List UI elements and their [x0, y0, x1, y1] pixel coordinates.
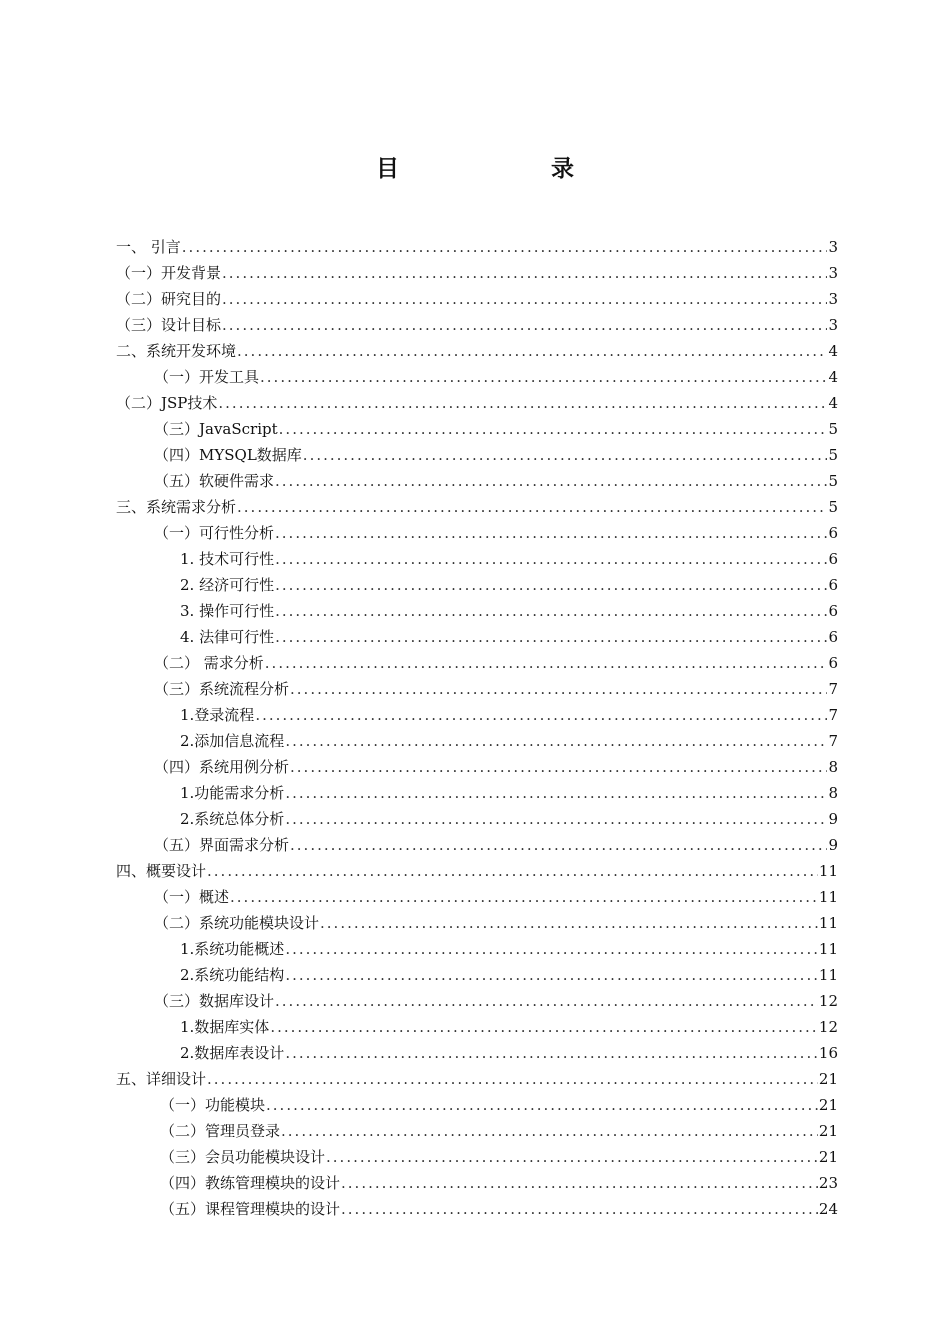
toc-entry[interactable]: [180, 1014, 838, 1040]
toc-dot-leader: [319, 910, 818, 936]
toc-entry-page-number: 7: [828, 680, 838, 698]
toc-dot-leader: [274, 572, 827, 598]
toc-entry-page-number: 11: [818, 914, 838, 932]
toc-dot-leader: [221, 260, 827, 286]
toc-entry[interactable]: [180, 962, 838, 988]
toc-entry-label: 2. 经济可行性: [180, 576, 275, 594]
toc-dot-leader: [284, 780, 827, 806]
toc-dot-leader: [269, 1014, 818, 1040]
toc-entry-page-number: 8: [828, 758, 838, 776]
toc-dot-leader: [289, 676, 827, 702]
toc-entry-page-number: 3: [828, 290, 838, 308]
toc-entry[interactable]: [154, 832, 838, 858]
toc-entry[interactable]: [116, 390, 838, 416]
toc-entry-page-number: 11: [818, 940, 838, 958]
toc-entry[interactable]: [154, 468, 838, 494]
toc-entry-label: 四、概要设计: [116, 862, 207, 880]
toc-entry[interactable]: [116, 494, 838, 520]
toc-dot-leader: [340, 1196, 818, 1222]
toc-entry-label: （二） 需求分析: [154, 654, 264, 672]
toc-dot-leader: [284, 728, 827, 754]
toc-entry-label: （二）JSP技术: [116, 394, 218, 412]
toc-entry-page-number: 6: [828, 550, 838, 568]
toc-entry-page-number: 12: [818, 992, 838, 1010]
toc-entry-page-number: 23: [818, 1174, 838, 1192]
toc-entry-label: （四）系统用例分析: [154, 758, 290, 776]
toc-entry-label: （三）会员功能模块设计: [160, 1148, 326, 1166]
toc-entry[interactable]: [180, 806, 838, 832]
toc-entry-page-number: 21: [818, 1096, 838, 1114]
toc-entry[interactable]: [116, 260, 838, 286]
toc-entry-page-number: 5: [828, 420, 838, 438]
toc-dot-leader: [236, 338, 827, 364]
page-title: 目 录: [375, 156, 646, 182]
toc-entry-label: 4. 法律可行性: [180, 628, 275, 646]
toc-dot-leader: [280, 1118, 818, 1144]
toc-entry-label: 三、系统需求分析: [116, 498, 237, 516]
toc-entry-label: （三）设计目标: [116, 316, 222, 334]
toc-dot-leader: [274, 598, 827, 624]
toc-entry[interactable]: [116, 312, 838, 338]
toc-entry-label: （一）开发工具: [154, 368, 260, 386]
toc-dot-leader: [340, 1170, 818, 1196]
toc-entry-label: （二）系统功能模块设计: [154, 914, 320, 932]
toc-entry-page-number: 8: [828, 784, 838, 802]
toc-entry[interactable]: [154, 416, 838, 442]
toc-entry-label: 二、系统开发环境: [116, 342, 237, 360]
toc-entry-label: 3. 操作可行性: [180, 602, 275, 620]
toc-entry[interactable]: [154, 988, 838, 1014]
toc-entry-label: 2.系统总体分析: [180, 810, 285, 828]
toc-entry-label: 1.系统功能概述: [180, 940, 285, 958]
toc-entry[interactable]: [154, 520, 838, 546]
toc-entry[interactable]: [116, 858, 838, 884]
toc-entry-page-number: 5: [828, 472, 838, 490]
toc-entry-label: 一、 引言: [116, 238, 181, 256]
toc-entry-label: （四）教练管理模块的设计: [160, 1174, 341, 1192]
toc-entry-label: （五）界面需求分析: [154, 836, 290, 854]
toc-dot-leader: [221, 286, 827, 312]
toc-entry-label: 1.功能需求分析: [180, 784, 285, 802]
toc-entry-label: 五、详细设计: [116, 1070, 207, 1088]
toc-entry[interactable]: [116, 234, 838, 260]
toc-entry[interactable]: [154, 650, 838, 676]
toc-dot-leader: [265, 1092, 818, 1118]
toc-entry-page-number: 3: [828, 316, 838, 334]
toc-entry[interactable]: [160, 1092, 838, 1118]
toc-entry-label: （二）管理员登录: [160, 1122, 281, 1140]
toc-entry-page-number: 3: [828, 264, 838, 282]
toc-entry-page-number: 4: [828, 342, 838, 360]
toc-entry[interactable]: [160, 1144, 838, 1170]
toc-entry-page-number: 4: [828, 368, 838, 386]
toc-entry-page-number: 6: [828, 654, 838, 672]
toc-entry-page-number: 11: [818, 862, 838, 880]
toc-dot-leader: [284, 962, 818, 988]
toc-entry-page-number: 7: [828, 732, 838, 750]
toc-entry-page-number: 12: [818, 1018, 838, 1036]
toc-dot-leader: [289, 754, 827, 780]
toc-entry[interactable]: [154, 884, 838, 910]
toc-dot-leader: [284, 1040, 818, 1066]
toc-entry[interactable]: [180, 780, 838, 806]
toc-entry[interactable]: [154, 910, 838, 936]
toc-entry-page-number: 21: [818, 1148, 838, 1166]
toc-entry-page-number: 9: [828, 836, 838, 854]
toc-entry-page-number: 11: [818, 888, 838, 906]
toc-dot-leader: [274, 624, 827, 650]
toc-dot-leader: [302, 442, 828, 468]
toc-dot-leader: [181, 234, 828, 260]
toc-entry-page-number: 16: [818, 1044, 838, 1062]
toc-dot-leader: [325, 1144, 818, 1170]
toc-dot-leader: [221, 312, 827, 338]
toc-entry-label: （四）MYSQL数据库: [154, 446, 302, 464]
toc-entry-page-number: 6: [828, 524, 838, 542]
toc-entry-page-number: 11: [818, 966, 838, 984]
toc-entry[interactable]: [160, 1118, 838, 1144]
toc-dot-leader: [274, 988, 818, 1014]
toc-entry-label: 2.添加信息流程: [180, 732, 285, 750]
toc-entry-label: 2.数据库表设计: [180, 1044, 285, 1062]
toc-entry-page-number: 7: [828, 706, 838, 724]
toc-entry-label: 1.登录流程: [180, 706, 255, 724]
toc-entry-page-number: 21: [818, 1122, 838, 1140]
toc-dot-leader: [259, 364, 827, 390]
toc-dot-leader: [206, 1066, 818, 1092]
toc-entry-page-number: 9: [828, 810, 838, 828]
toc-entry-page-number: 6: [828, 576, 838, 594]
toc-entry[interactable]: [160, 1170, 838, 1196]
toc-entry[interactable]: [116, 1066, 838, 1092]
toc-dot-leader: [274, 468, 827, 494]
toc-entry[interactable]: [180, 598, 838, 624]
toc-dot-leader: [206, 858, 818, 884]
toc-entry[interactable]: [180, 546, 838, 572]
toc-entry[interactable]: [180, 728, 838, 754]
toc-entry-label: 1.数据库实体: [180, 1018, 270, 1036]
toc-entry-page-number: 4: [828, 394, 838, 412]
toc-entry[interactable]: [180, 936, 838, 962]
toc-dot-leader: [274, 520, 827, 546]
toc-entry[interactable]: [180, 572, 838, 598]
toc-entry-label: 2.系统功能结构: [180, 966, 285, 984]
toc-entry-page-number: 5: [828, 446, 838, 464]
toc-entry-page-number: 5: [828, 498, 838, 516]
toc-entry[interactable]: [154, 442, 838, 468]
toc-dot-leader: [284, 936, 818, 962]
toc-entry-label: （三）JavaScript: [154, 420, 278, 438]
toc-dot-leader: [236, 494, 827, 520]
toc-dot-leader: [264, 650, 828, 676]
toc-entry-page-number: 3: [828, 238, 838, 256]
toc-entry-label: （二）研究目的: [116, 290, 222, 308]
toc-entry-label: 1. 技术可行性: [180, 550, 275, 568]
toc-dot-leader: [284, 806, 827, 832]
toc-entry-label: （五）软硬件需求: [154, 472, 275, 490]
toc-dot-leader: [217, 390, 827, 416]
toc-entry-page-number: 24: [818, 1200, 838, 1218]
toc-entry[interactable]: [180, 624, 838, 650]
toc-dot-leader: [274, 546, 827, 572]
toc-entry[interactable]: [180, 702, 838, 728]
toc-entry-page-number: 21: [818, 1070, 838, 1088]
toc-entry-label: （五）课程管理模块的设计: [160, 1200, 341, 1218]
toc-entry-label: （三）数据库设计: [154, 992, 275, 1010]
toc-entry-page-number: 6: [828, 628, 838, 646]
toc-dot-leader: [289, 832, 827, 858]
toc-entry[interactable]: [180, 1040, 838, 1066]
toc-dot-leader: [278, 416, 828, 442]
toc-entry[interactable]: [154, 364, 838, 390]
toc-entry[interactable]: [116, 338, 838, 364]
toc-entry-label: （一）功能模块: [160, 1096, 266, 1114]
toc-entry[interactable]: [154, 676, 838, 702]
toc-entry[interactable]: [116, 286, 838, 312]
toc-entry-label: （三）系统流程分析: [154, 680, 290, 698]
toc-entry[interactable]: [154, 754, 838, 780]
toc-entry-label: （一）概述: [154, 888, 230, 906]
toc-entry-label: （一）开发背景: [116, 264, 222, 282]
toc-entry-label: （一）可行性分析: [154, 524, 275, 542]
toc-entry[interactable]: [160, 1196, 838, 1222]
toc-dot-leader: [229, 884, 818, 910]
toc-dot-leader: [254, 702, 827, 728]
toc-entry-page-number: 6: [828, 602, 838, 620]
